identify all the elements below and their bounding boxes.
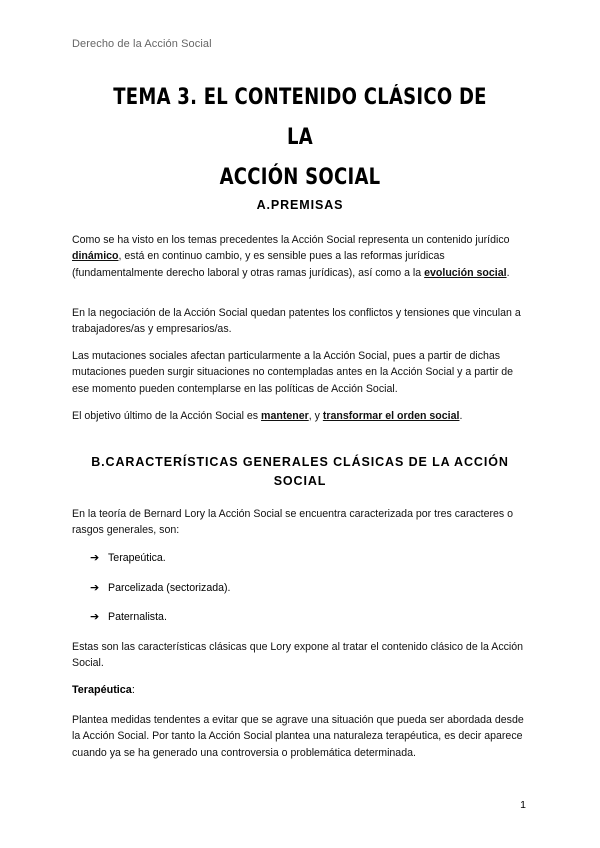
running-header: Derecho de la Acción Social <box>72 38 212 50</box>
section-a-paragraph-3: Las mutaciones sociales afectan particularmente a la Acción Social, pues a partir de dichas mutaciones pueden surgir situaciones no contempladas antes en la Acción Social y a partir de ese momento pueden contemplarse en las políticas de Acción Social. <box>72 350 514 395</box>
title-line-2: ACCIÓN SOCIAL <box>219 165 381 190</box>
page-title <box>103 78 497 198</box>
terapeutica-subheading: Terapéutica: <box>72 684 135 696</box>
list-item: ➔ Parcelizada (sectorizada). <box>90 582 231 594</box>
list-item: ➔ Terapeútica. <box>90 552 166 564</box>
section-a-paragraph-4: El objetivo último de la Acción Social es mantener, y transformar el orden social. <box>72 410 463 422</box>
title-line-1: TEMA 3. EL CONTENIDO CLÁSICO DE LA <box>113 85 487 150</box>
arrow-right-icon: ➔ <box>90 552 100 564</box>
section-b-intro: En la teoría de Bernard Lory la Acción Social se encuentra caracterizada por tres caracteres o rasgos generales, son: <box>72 508 514 537</box>
section-b-closing: Estas son las características clásicas que Lory expone al tratar el contenido clásico de la Acción Social. <box>72 641 524 670</box>
arrow-right-icon: ➔ <box>90 582 100 594</box>
emphasis-transformar: transformar el orden social <box>322 410 460 422</box>
section-a-paragraph-1: Como se ha visto en los temas precedentes la Acción Social representa un contenido jurídico dinámico, está en continuo cambio, y es sensible pues a las reformas jurídicas (fundamentalmente derecho laboral y otras ramas jurídicas), así como a la evolución social. <box>72 234 510 279</box>
page-number: 1 <box>520 799 526 811</box>
emphasis-dinamico: dinámico <box>72 250 119 263</box>
section-b-heading: B.CARACTERÍSTICAS GENERALES CLÁSICAS DE LA ACCIÓN SOCIAL <box>91 455 509 488</box>
emphasis-evolucion-social: evolución social <box>424 266 507 279</box>
section-a-paragraph-2: En la negociación de la Acción Social quedan patentes los conflictos y tensiones que vinculan a trabajadores/as y empresarios/as. <box>72 307 521 336</box>
emphasis-mantener: mantener <box>261 410 309 422</box>
terapeutica-paragraph: Plantea medidas tendentes a evitar que se agrave una situación que pueda ser abordada desde la Acción Social. Por tanto la Acción Social plantea una naturaleza terapéutica, es decir aparece cuando ya se ha generado una controversia o problemática determinada. <box>72 714 524 759</box>
list-item: ➔ Paternalista. <box>90 611 167 623</box>
arrow-right-icon: ➔ <box>90 611 100 623</box>
section-a-heading: A.PREMISAS <box>256 198 344 212</box>
